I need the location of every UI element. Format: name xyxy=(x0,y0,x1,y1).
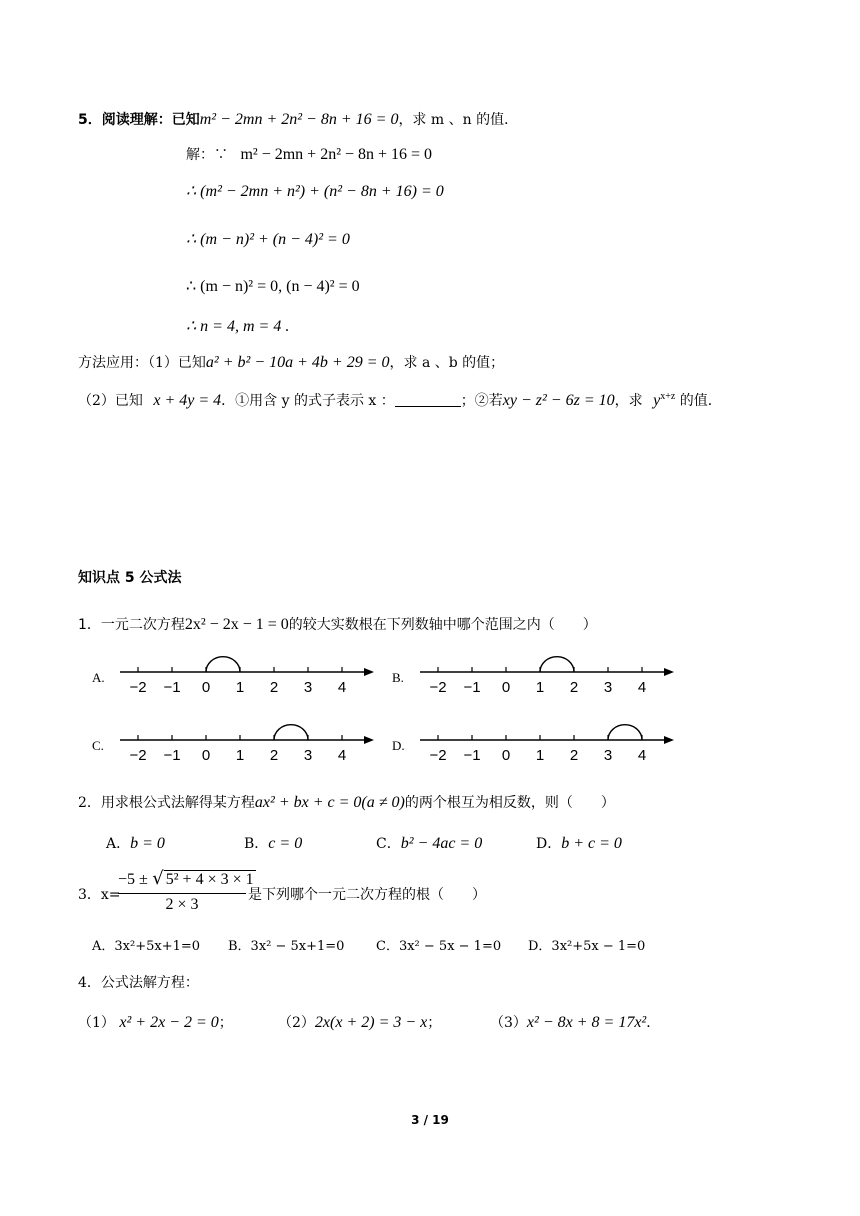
q5-solution-step2: ∴ (m² − 2mn + n²) + (n² − 8n + 16) = 0 xyxy=(186,183,444,200)
q3-prefix: 3．x= xyxy=(78,887,121,903)
q5-solution-step4: ∴ (m − n)² = 0, (n − 4)² = 0 xyxy=(186,278,360,295)
q1-option-b[interactable] xyxy=(392,650,682,704)
tick-label: −2 xyxy=(429,679,447,696)
q4-p1-label: （1） xyxy=(78,1015,115,1031)
tick-label: 3 xyxy=(303,679,313,696)
range-arc xyxy=(608,725,642,740)
q2-suffix: 的两个根互为相反数，则（ ） xyxy=(404,795,615,811)
solution-label: 解：∵ xyxy=(186,147,228,163)
range-arc xyxy=(206,657,240,672)
q2-c-text: b² − 4ac = 0 xyxy=(400,835,483,852)
page-number: 3 / 19 xyxy=(411,1113,449,1127)
q3-option-c[interactable]: C．3x² − 5x − 1=0 xyxy=(376,939,502,954)
q5-intro xyxy=(78,109,518,131)
q5-solution-step1 xyxy=(186,144,432,166)
tick-label: 0 xyxy=(201,747,211,764)
range-arc xyxy=(274,725,308,740)
arrow-icon xyxy=(664,668,674,676)
step1-eq: m² − 2mn + 2n² − 8n + 16 = 0 xyxy=(240,146,433,163)
q4-part3 xyxy=(490,1012,660,1034)
tick-label: −1 xyxy=(463,747,481,764)
tick-label: 1 xyxy=(235,679,245,696)
q2-option-c[interactable] xyxy=(376,833,482,855)
q1-option-c[interactable] xyxy=(92,718,382,772)
tick-label: −1 xyxy=(163,679,181,696)
section-title: 知识点 5 公式法 xyxy=(78,570,182,586)
tick-label: 3 xyxy=(603,679,613,696)
q4-p1-eq: x² + 2x − 2 = 0 xyxy=(119,1014,219,1031)
q3-option-b[interactable]: B．3x² − 5x+1=0 xyxy=(228,939,345,954)
app2-expr xyxy=(653,392,675,409)
app2-mid: ．①用含 y 的式子表示 x ： xyxy=(221,393,395,409)
app2-mid3: ，求 xyxy=(614,393,643,409)
q5-intro-suffix: ，求 m 、n 的值． xyxy=(398,112,519,128)
q2-a-text: b = 0 xyxy=(130,835,165,852)
tick-label: 2 xyxy=(269,747,279,764)
tick-label: 2 xyxy=(569,679,579,696)
q3-radicand: 5² + 4 × 3 × 1 xyxy=(165,871,254,888)
tick-label: 4 xyxy=(337,679,347,696)
app2-eq: x + 4y = 4 xyxy=(153,392,222,409)
q4-p1-end: ； xyxy=(218,1015,233,1031)
q4-title: 4．公式法解方程： xyxy=(78,975,199,991)
q2-option-b[interactable] xyxy=(244,833,302,855)
q3-num-left: −5 ± xyxy=(118,871,148,888)
tick-label: 4 xyxy=(637,747,647,764)
tick-label: 2 xyxy=(569,747,579,764)
tick-label: 0 xyxy=(201,679,211,696)
q2-c-label: C． xyxy=(376,836,401,852)
number-line-a xyxy=(92,650,382,700)
range-arc xyxy=(540,657,574,672)
app2-suffix: 的值． xyxy=(675,393,722,409)
number-line-d xyxy=(392,718,682,768)
tick-label: −2 xyxy=(429,747,447,764)
q1-suffix: 的较大实数根在下列数轴中哪个范围之内（ ） xyxy=(288,617,597,633)
tick-label: 4 xyxy=(337,747,347,764)
q1-stem xyxy=(78,614,597,636)
q2-a-label: A． xyxy=(106,836,131,852)
q5-solution-step5: ∴ n = 4, m = 4 . xyxy=(186,318,290,335)
app2-expr-exp: x+z xyxy=(660,391,676,402)
tick-label: −2 xyxy=(129,679,147,696)
q3-fraction xyxy=(118,868,254,916)
q1-option-d[interactable] xyxy=(392,718,682,772)
q5-application1 xyxy=(78,352,504,374)
q4-p2-end: ； xyxy=(427,1015,442,1031)
q4-p3-label: （3） xyxy=(490,1015,527,1031)
tick-label: 0 xyxy=(501,747,511,764)
tick-label: 1 xyxy=(535,747,545,764)
arrow-icon xyxy=(364,668,374,676)
q3-numerator xyxy=(118,868,254,891)
q2-d-text: b + c = 0 xyxy=(561,835,622,852)
q1-option-a[interactable] xyxy=(92,650,382,704)
q5-intro-eq: m² − 2mn + 2n² − 8n + 16 = 0 xyxy=(199,111,399,128)
app2-expr-base: y xyxy=(653,392,661,409)
q4-part2 xyxy=(278,1012,441,1034)
tick-label: −2 xyxy=(129,747,147,764)
number-line-b xyxy=(392,650,682,700)
q3-suffix: 是下列哪个一元二次方程的根（ ） xyxy=(248,887,486,903)
q2-option-d[interactable] xyxy=(536,833,622,855)
arrow-icon xyxy=(664,736,674,744)
tick-label: 1 xyxy=(535,679,545,696)
q2-eq: ax² + bx + c = 0(a ≠ 0) xyxy=(254,794,405,811)
app1-eq: a² + b² − 10a + 4b + 29 = 0 xyxy=(205,354,390,371)
tick-label: 0 xyxy=(501,679,511,696)
tick-label: 2 xyxy=(269,679,279,696)
q2-stem xyxy=(78,792,615,814)
answer-blank[interactable] xyxy=(395,392,461,407)
q4-p3-end: ． xyxy=(646,1015,661,1031)
app1-suffix: ，求 a 、b 的值； xyxy=(389,355,505,371)
q2-prefix: 2．用求根公式法解得某方程 xyxy=(78,795,255,811)
tick-label: 1 xyxy=(235,747,245,764)
option-label: C. xyxy=(92,738,104,753)
tick-label: 3 xyxy=(603,747,613,764)
q3-option-d[interactable]: D．3x²+5x − 1=0 xyxy=(528,939,646,954)
q5-solution-step3: ∴ (m − n)² + (n − 4)² = 0 xyxy=(186,231,350,248)
option-label: D. xyxy=(392,738,405,753)
q4-p3-eq: x² − 8x + 8 = 17x² xyxy=(526,1014,647,1031)
app2-eq2: xy − z² − 6z = 10 xyxy=(502,392,615,409)
app2-prefix: （2）已知 xyxy=(78,393,143,409)
tick-label: −1 xyxy=(463,679,481,696)
tick-label: −1 xyxy=(163,747,181,764)
q3-denominator: 2 × 3 xyxy=(165,896,199,913)
option-label: B. xyxy=(392,670,404,685)
q3-option-a[interactable]: A．3x²+5x+1=0 xyxy=(92,939,201,954)
q4-part1 xyxy=(78,1012,233,1034)
q5-intro-prefix: 5．阅读理解：已知 xyxy=(78,112,200,128)
q2-d-label: D． xyxy=(536,836,562,852)
tick-label: 3 xyxy=(303,747,313,764)
sqrt-icon: √ xyxy=(152,868,164,889)
q2-option-a[interactable] xyxy=(106,833,165,855)
app1-prefix: 方法应用：（1）已知 xyxy=(78,355,206,371)
app2-mid2: ；②若 xyxy=(460,393,503,409)
number-line-c xyxy=(92,718,382,768)
q4-p2-label: （2） xyxy=(278,1015,315,1031)
q5-application2 xyxy=(78,390,722,412)
tick-label: 4 xyxy=(637,679,647,696)
q2-b-text: c = 0 xyxy=(268,835,303,852)
q1-eq: 2x² − 2x − 1 = 0 xyxy=(184,616,289,633)
q2-b-label: B． xyxy=(244,836,269,852)
arrow-icon xyxy=(364,736,374,744)
option-label: A. xyxy=(92,670,105,685)
q1-prefix: 1．一元二次方程 xyxy=(78,617,185,633)
q4-p2-eq: 2x(x + 2) = 3 − x xyxy=(314,1014,428,1031)
